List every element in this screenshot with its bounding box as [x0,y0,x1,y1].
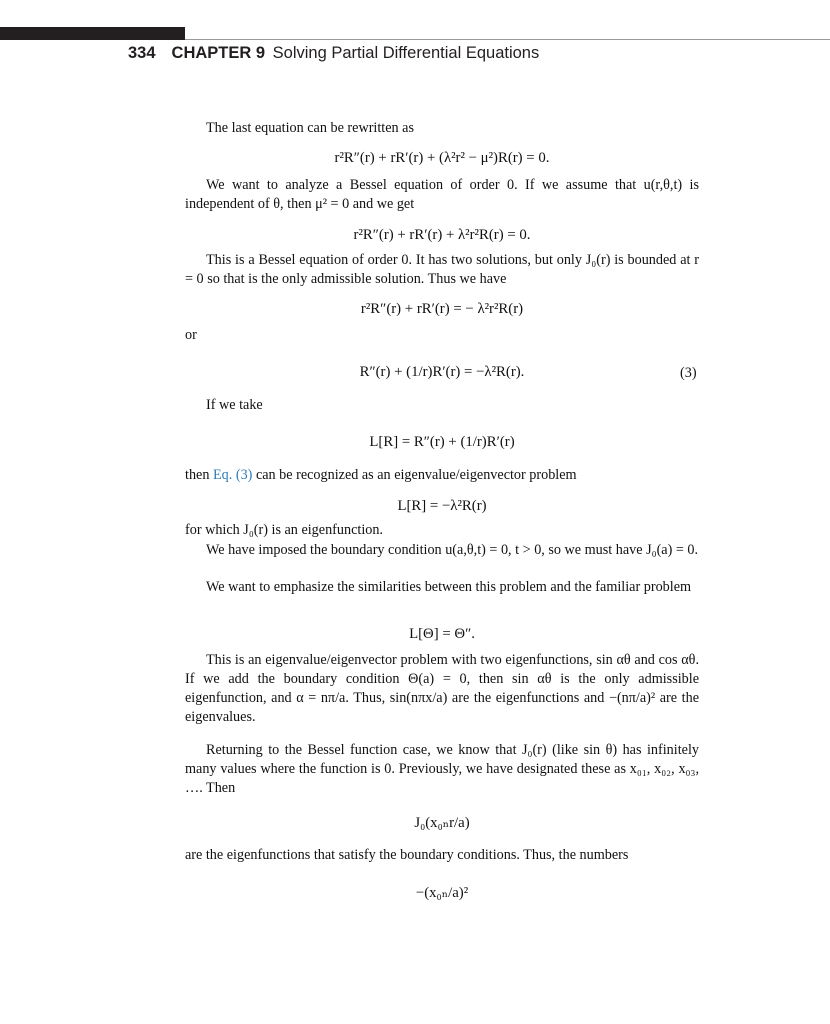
or-label: or [185,327,197,343]
paragraph-9: Returning to the Bessel function case, we know that J₀(r) (like sin θ) has infinitely many values where the function is 0. Previously, we have designated these as x₀₁, x₀₂, x₀₃, …. Then [185,742,699,796]
equation-2: r²R″(r) + rR′(r) + λ²r²R(r) = 0. [353,227,531,243]
equation-4: R″(r) + (1/r)R′(r) = −λ²R(r). [359,364,525,380]
paragraph-10: are the eigenfunctions that satisfy the boundary conditions. Thus, the numbers [185,847,629,863]
paragraph-1: The last equation can be rewritten as [206,120,414,136]
chapter-title: Solving Partial Differential Equations [272,44,540,62]
equation-6: L[R] = −λ²R(r) [397,498,487,514]
header-bar [0,27,185,40]
paragraph-5: for which J₀(r) is an eigenfunction. [185,522,383,538]
page-number: 334 [128,44,156,62]
paragraph-4-after: can be recognized as an eigenvalue/eigenvector problem [255,467,577,483]
equation-9: −(x₀ₙ/a)² [415,885,469,901]
header-rule [185,39,830,40]
paragraph-2: We want to analyze a Bessel equation of order 0. If we assume that u(r,θ,t) is independent of θ, then μ² = 0 and we get [185,177,699,212]
equation-1: r²R″(r) + rR′(r) + (λ²r² − μ²)R(r) = 0. [334,150,550,166]
eq-3-link[interactable]: Eq. (3) [212,467,253,483]
paragraph-4 [185,466,699,485]
equation-3: r²R″(r) + rR′(r) = − λ²r²R(r) [360,301,524,317]
if-we-take-label: If we take [206,397,263,413]
equation-5: L[R] = R″(r) + (1/r)R′(r) [369,434,515,450]
paragraph-7: We want to emphasize the similarities between this problem and the familiar problem [206,579,692,595]
equation-7: L[Θ] = Θ″. [409,626,475,642]
running-header [128,44,539,63]
paragraph-8: This is an eigenvalue/eigenvector problem with two eigenfunctions, sin αθ and cos αθ. If we add the boundary condition Θ(a) = 0, then sin αθ is the only admissible eigenfunction, and α = nπ/a. Thus, sin(nπx/a) are the eigenfunctions and −(nπ/a)² are the eigenvalues. [185,652,699,725]
chapter-label: CHAPTER 9 [171,44,266,62]
paragraph-3: This is a Bessel equation of order 0. It has two solutions, but only J₀(r) is bounded at r = 0 so that is the only admissible solution. Thus we have [185,252,699,287]
paragraph-6: We have imposed the boundary condition u(a,θ,t) = 0, t > 0, so we must have J₀(a) = 0. [206,542,699,558]
equation-8: J₀(x₀ₙr/a) [414,815,470,831]
equation-number: (3) [680,365,697,381]
paragraph-4-before: then [185,467,210,483]
